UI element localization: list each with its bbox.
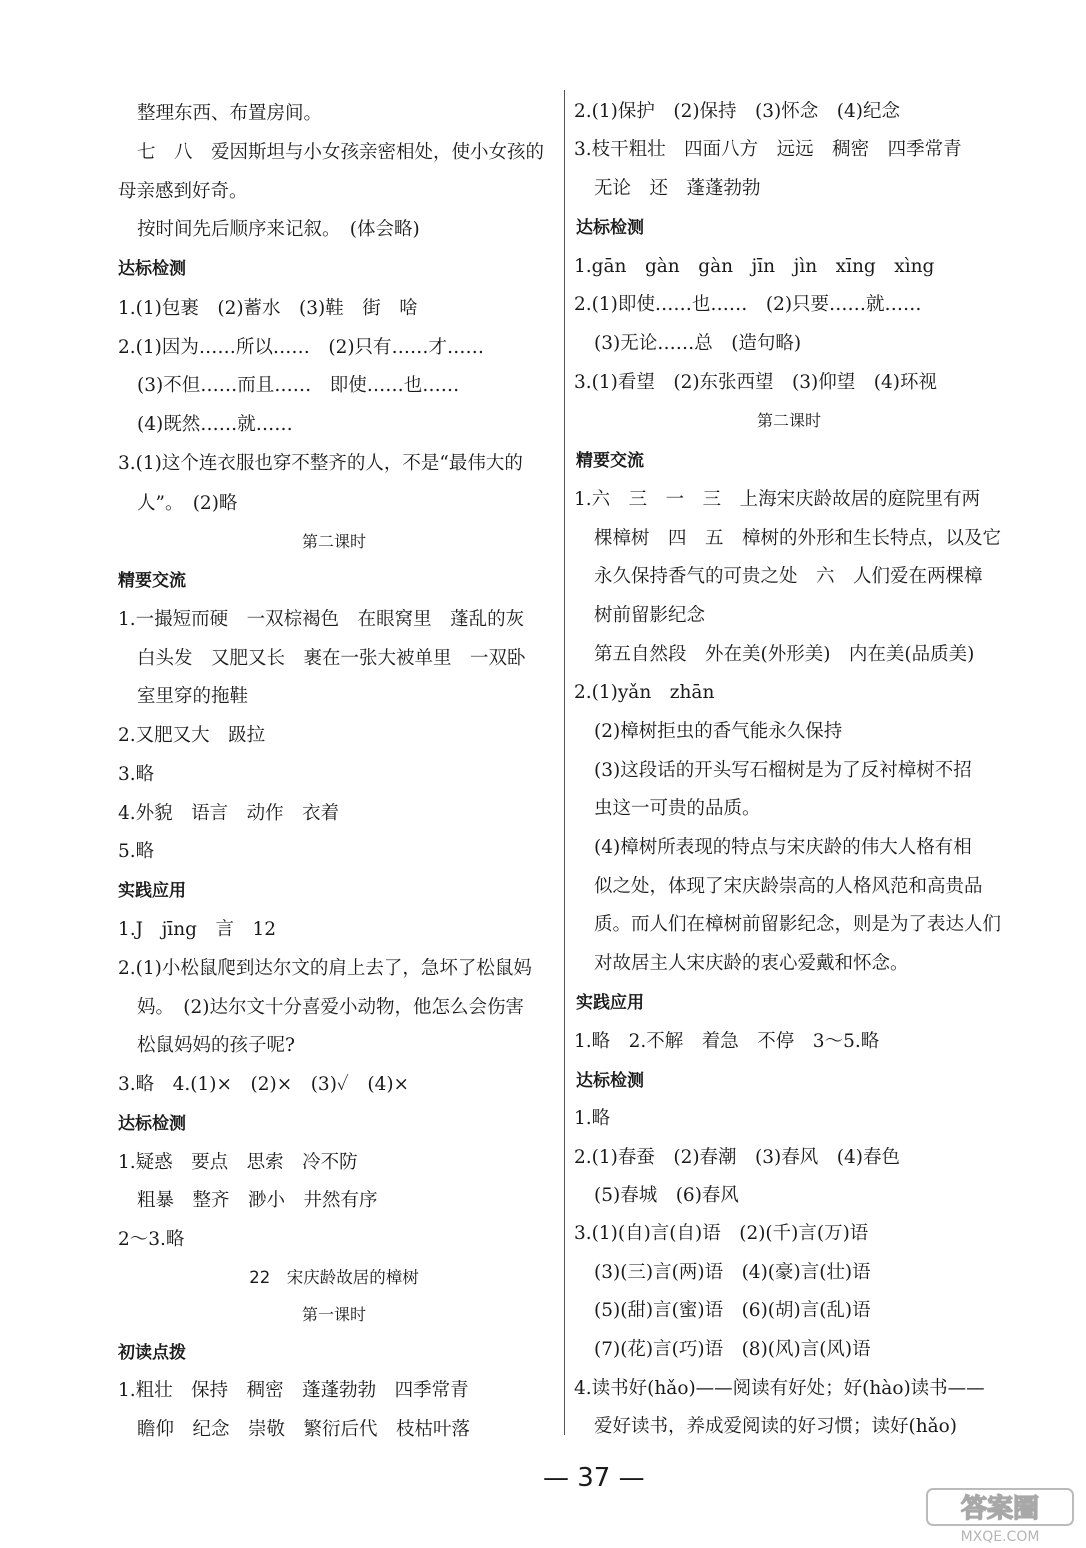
- text-line: 3.略: [118, 764, 155, 785]
- text-line: (4)既然……就……: [137, 414, 293, 435]
- text-line: 1.一撮短而硬 一双棕褐色 在眼窝里 蓬乱的灰: [118, 609, 525, 630]
- text-line: 母亲感到好奇。: [118, 181, 248, 202]
- text-line: 虫这一可贵的品质。: [594, 798, 761, 819]
- text-line: 5.略: [118, 841, 155, 862]
- text-line: 2.(1)小松鼠爬到达尔文的肩上去了，急坏了松鼠妈: [118, 958, 532, 979]
- text-line: 2.又肥又大 趿拉: [118, 725, 266, 746]
- text-line: 室里穿的拖鞋: [137, 686, 249, 707]
- text-line: 3.(1)这个连衣服也穿不整齐的人，不是“最伟大的: [118, 453, 523, 474]
- text-line: (4)樟树所表现的特点与宋庆龄的伟大人格有相: [594, 837, 972, 858]
- watermark-text: 答案圈: [960, 1494, 1040, 1524]
- text-line: 1.粗壮 保持 稠密 蓬蓬勃勃 四季常青: [118, 1380, 469, 1401]
- column-divider: [564, 90, 565, 1435]
- text-line: 白头发 又肥又长 裹在一张大被单里 一双卧: [137, 648, 526, 669]
- lesson-subtitle: 第二课时: [301, 532, 367, 551]
- text-line: 人”。 (2)略: [137, 493, 238, 514]
- text-line: 粗暴 整齐 渺小 井然有序: [137, 1190, 378, 1211]
- text-line: (3)无论……总 (造句略): [594, 333, 802, 354]
- watermark-url: MXQE.COM: [960, 1529, 1040, 1545]
- section-heading: 精要交流: [576, 451, 644, 471]
- text-line: (2)樟树拒虫的香气能永久保持: [594, 721, 843, 742]
- text-line: (5)春城 (6)春风: [594, 1185, 739, 1206]
- lesson-title: 22 宋庆龄故居的樟树: [249, 1268, 419, 1287]
- section-heading: 精要交流: [118, 571, 186, 591]
- text-line: 棵樟树 四 五 樟树的外形和生长特点，以及它: [594, 528, 1002, 549]
- text-line: 1.疑惑 要点 思索 冷不防: [118, 1152, 358, 1173]
- text-line: 妈。 (2)达尔文十分喜爱小动物，他怎么会伤害: [137, 997, 524, 1018]
- text-line: 第五自然段 外在美(外形美) 内在美(品质美): [594, 644, 975, 665]
- section-heading: 达标检测: [576, 1071, 644, 1091]
- text-line: 4.外貌 语言 动作 衣着: [118, 803, 340, 824]
- text-line: 3.枝干粗壮 四面八方 远远 稠密 四季常青: [574, 139, 962, 160]
- text-line: 瞻仰 纪念 崇敬 繁衍后代 枝枯叶落: [137, 1419, 471, 1440]
- text-line: (5)(甜)言(蜜)语 (6)(胡)言(乱)语: [594, 1300, 871, 1321]
- text-line: 2～3.略: [118, 1229, 185, 1250]
- text-line: 按时间先后顺序来记叙。 (体会略): [137, 219, 420, 240]
- text-line: (3)不但……而且…… 即使……也……: [137, 375, 460, 396]
- text-line: (7)(花)言(巧)语 (8)(风)言(风)语: [594, 1339, 871, 1360]
- section-heading: 实践应用: [576, 993, 644, 1013]
- text-line: 1.J jīng 言 12: [118, 919, 277, 940]
- text-line: 七 八 爱因斯坦与小女孩亲密相处，使小女孩的: [137, 142, 545, 163]
- text-line: 2.(1)春蚕 (2)春潮 (3)春风 (4)春色: [574, 1147, 900, 1168]
- text-line: 树前留影纪念: [594, 605, 706, 626]
- text-line: 似之处，体现了宋庆龄崇高的人格风范和高贵品: [594, 876, 983, 897]
- text-line: 对故居主人宋庆龄的衷心爱戴和怀念。: [594, 953, 909, 974]
- text-line: 无论 还 蓬蓬勃勃: [594, 178, 761, 199]
- watermark-logo: [925, 1487, 1075, 1545]
- text-line: 爱好读书，养成爱阅读的好习惯；读好(hǎo): [594, 1416, 958, 1437]
- text-line: 2.(1)保护 (2)保持 (3)怀念 (4)纪念: [574, 101, 900, 122]
- text-line: 1.(1)包裹 (2)蓄水 (3)鞋 街 啥: [118, 298, 418, 319]
- text-line: 2.(1)yǎn zhān: [574, 682, 715, 703]
- text-line: 整理东西、布置房间。: [137, 103, 323, 124]
- text-line: 4.读书好(hǎo)——阅读有好处；好(hào)读书——: [574, 1378, 985, 1399]
- text-line: 2.(1)即使……也…… (2)只要……就……: [574, 294, 922, 315]
- text-line: 1.略: [574, 1108, 611, 1129]
- text-line: 1.六 三 一 三 上海宋庆龄故居的庭院里有两: [574, 489, 981, 510]
- section-heading: 达标检测: [576, 218, 644, 238]
- text-line: 永久保持香气的可贵之处 六 人们爱在两棵樟: [594, 566, 983, 587]
- text-line: 3.(1)看望 (2)东张西望 (3)仰望 (4)环视: [574, 372, 937, 393]
- section-heading: 达标检测: [118, 1114, 186, 1134]
- text-line: 2.(1)因为……所以…… (2)只有……才……: [118, 337, 485, 358]
- section-heading: 达标检测: [118, 259, 186, 279]
- text-line: (3)这段话的开头写石榴树是为了反衬樟树不招: [594, 760, 972, 781]
- text-line: 松鼠妈妈的孩子呢?: [137, 1035, 295, 1056]
- section-heading: 实践应用: [118, 881, 186, 901]
- text-line: 3.略 4.(1)× (2)× (3)✓ (4)×: [118, 1074, 410, 1095]
- section-heading: 初读点拨: [118, 1343, 186, 1363]
- lesson-subtitle: 第二课时: [756, 411, 822, 430]
- text-line: (3)(三)言(两)语 (4)(豪)言(壮)语: [594, 1262, 871, 1283]
- text-line: 质。而人们在樟树前留影纪念，则是为了表达人们: [594, 914, 1002, 935]
- lesson-subtitle: 第一课时: [301, 1305, 367, 1324]
- text-line: 3.(1)(自)言(自)语 (2)(千)言(万)语: [574, 1223, 869, 1244]
- text-line: 1.gān gàn gàn jīn jìn xīng xìng: [574, 256, 935, 277]
- text-line: 1.略 2.不解 着急 不停 3～5.略: [574, 1031, 880, 1052]
